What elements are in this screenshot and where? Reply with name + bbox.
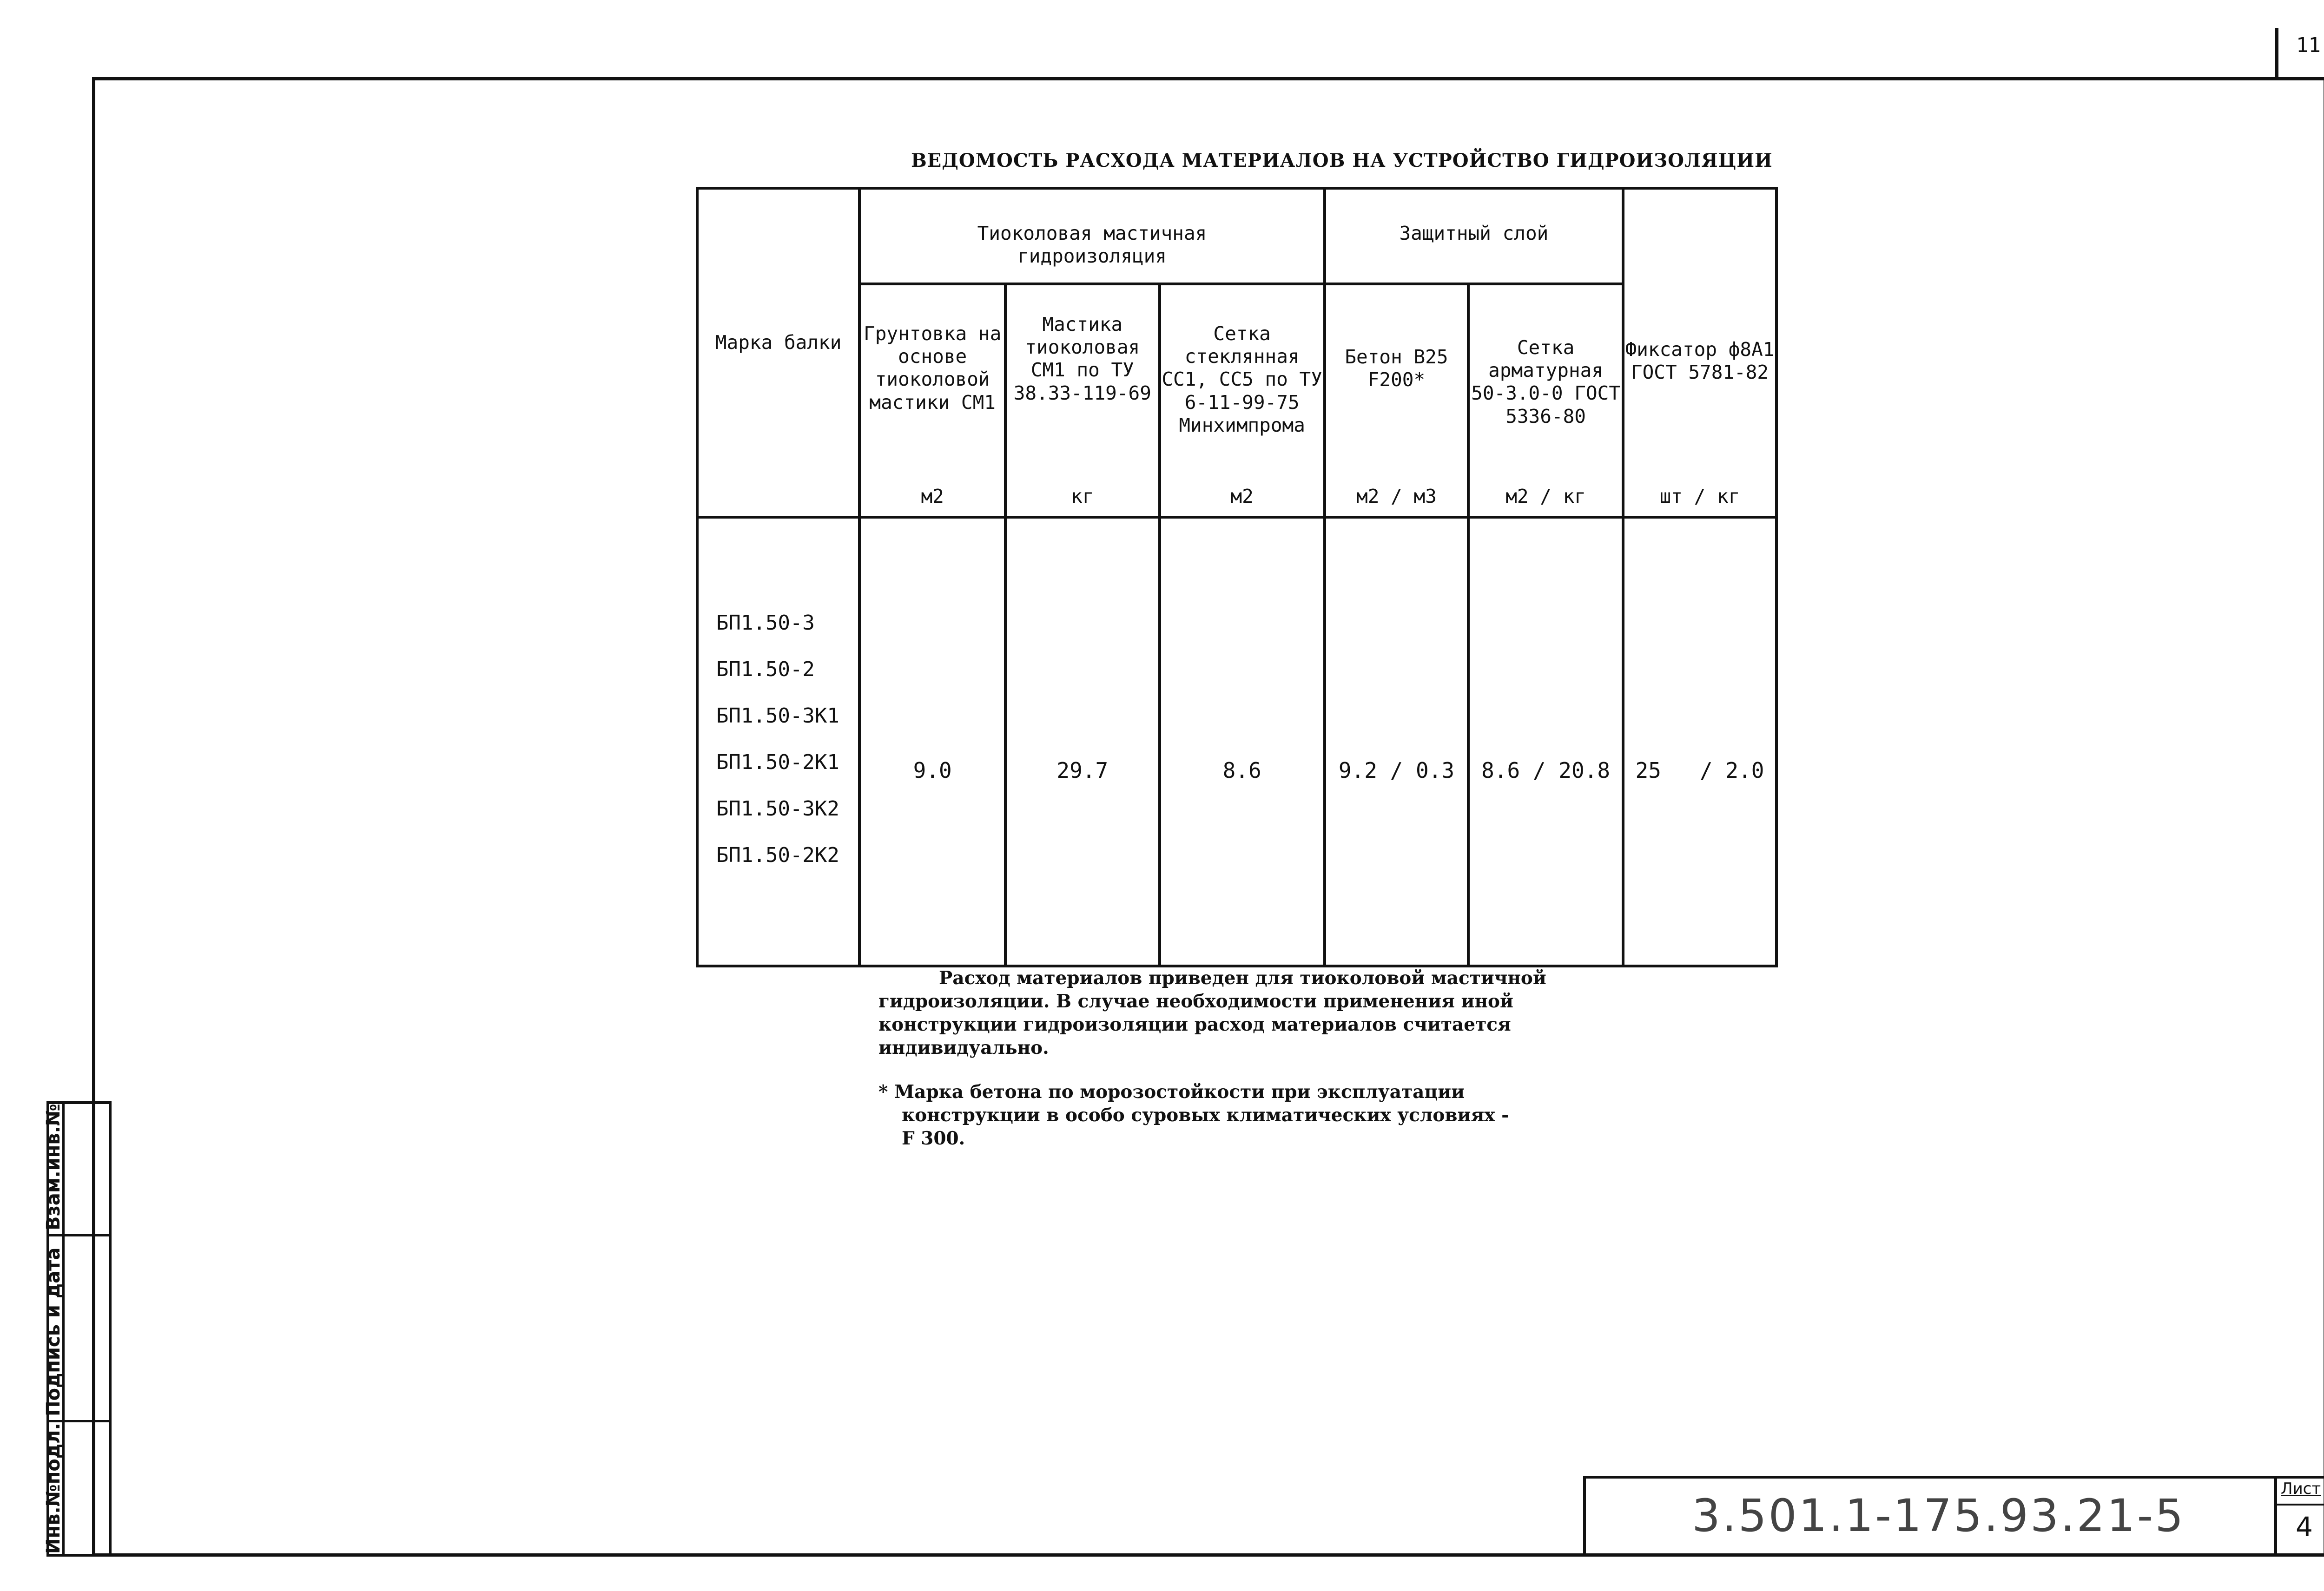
col-name-3: Сетка стеклянная СС1, СС5 по ТУ 6-11-99-75 Минхимпрома	[1162, 322, 1322, 436]
document-code: 3.501.1-175.93.21-5	[1692, 1490, 2185, 1542]
mark-item: БП1.50-3К2	[716, 797, 839, 821]
note-consumption: Расход материалов приведен для тиоколовой мастичной гидроизоляции. В случае необходимости применения иной конструкции гидроизоляции расход материалов считается индивидуально.	[878, 967, 1546, 1058]
value-5: 8.6 / 20.8	[1481, 758, 1611, 783]
inv-podl-label: Инв.№подл.	[43, 1423, 64, 1554]
value-cell-4	[1325, 517, 1468, 966]
col-name-5: Сетка арматурная 50-3.0-0 ГОСТ 5336-80	[1471, 336, 1621, 427]
col-header-2	[1005, 284, 1160, 517]
side-stamp-divider	[49, 1234, 109, 1236]
sheet-box-divider	[2277, 1504, 2324, 1506]
value-cell-1	[859, 517, 1005, 966]
col-unit-3: м2	[1230, 485, 1254, 507]
marks-list	[716, 600, 839, 879]
col-unit-4: м2 / м3	[1356, 485, 1437, 507]
sheet-number: 4	[2296, 1511, 2313, 1543]
col-header-5	[1468, 284, 1623, 517]
mark-item: БП1.50-2К1	[716, 750, 839, 774]
mark-header-cell	[697, 188, 859, 517]
col-name-2: Мастика тиоколовая СМ1 по ТУ 38.33-119-69	[1013, 313, 1151, 404]
value-1: 9.0	[913, 758, 952, 783]
col-header-1	[859, 284, 1005, 517]
value-cell-6	[1623, 517, 1776, 966]
value-6: 25 / 2.0	[1635, 758, 1764, 783]
note-frost-resistance: * Марка бетона по морозостойкости при эксплуатации конструкции в особо суровых климатических условиях - F 300.	[878, 1081, 1509, 1149]
top-page-number: 11	[2296, 33, 2321, 57]
mark-item: БП1.50-3К1	[716, 704, 839, 728]
value-cell-3	[1160, 517, 1325, 966]
col-name-6: Фиксатор ф8А1 ГОСТ 5781-82	[1625, 338, 1775, 384]
col-unit-6: шт / кг	[1659, 485, 1740, 507]
mark-item: БП1.50-2	[716, 657, 815, 681]
group-header-1-text: Тиоколовая мастичная гидроизоляция	[977, 222, 1207, 268]
mark-header: Марка балки	[715, 331, 842, 354]
materials-table	[696, 187, 1778, 967]
mark-item: БП1.50-2К2	[716, 843, 839, 867]
side-stamp-divider	[49, 1420, 109, 1422]
value-cell-5	[1468, 517, 1623, 966]
group-header-1	[859, 188, 1324, 284]
col-name-4: Бетон В25 F200*	[1345, 346, 1448, 391]
value-2: 29.7	[1056, 758, 1109, 783]
page-title: ВЕДОМОСТЬ РАСХОДА МАТЕРИАЛОВ НА УСТРОЙСТВО ГИДРОИЗОЛЯЦИИ	[911, 150, 1773, 171]
col-header-4	[1325, 284, 1468, 517]
col-header-3	[1160, 284, 1325, 517]
col-header-6	[1623, 188, 1776, 517]
podpis-data-label: Подпись и дата	[43, 1247, 64, 1416]
mark-item: БП1.50-3	[716, 611, 815, 635]
value-3: 8.6	[1222, 758, 1261, 783]
side-stamp	[43, 1101, 112, 1557]
sheet-box	[2274, 1476, 2324, 1557]
group-header-2	[1325, 188, 1623, 284]
sheet-label: Лист	[2281, 1479, 2321, 1498]
col-unit-5: м2 / кг	[1505, 485, 1586, 507]
group-header-2-text: Защитный слой	[1399, 222, 1549, 244]
marks-cell	[697, 517, 859, 966]
col-unit-1: м2	[921, 485, 944, 507]
value-cell-2	[1005, 517, 1160, 966]
col-name-1: Грунтовка на основе тиоколовой мастики СМ1	[864, 322, 1002, 414]
col-unit-2: кг	[1071, 485, 1094, 507]
vzam-inv-label: Взам.инв.№	[43, 1104, 64, 1230]
value-4: 9.2 / 0.3	[1338, 758, 1455, 783]
